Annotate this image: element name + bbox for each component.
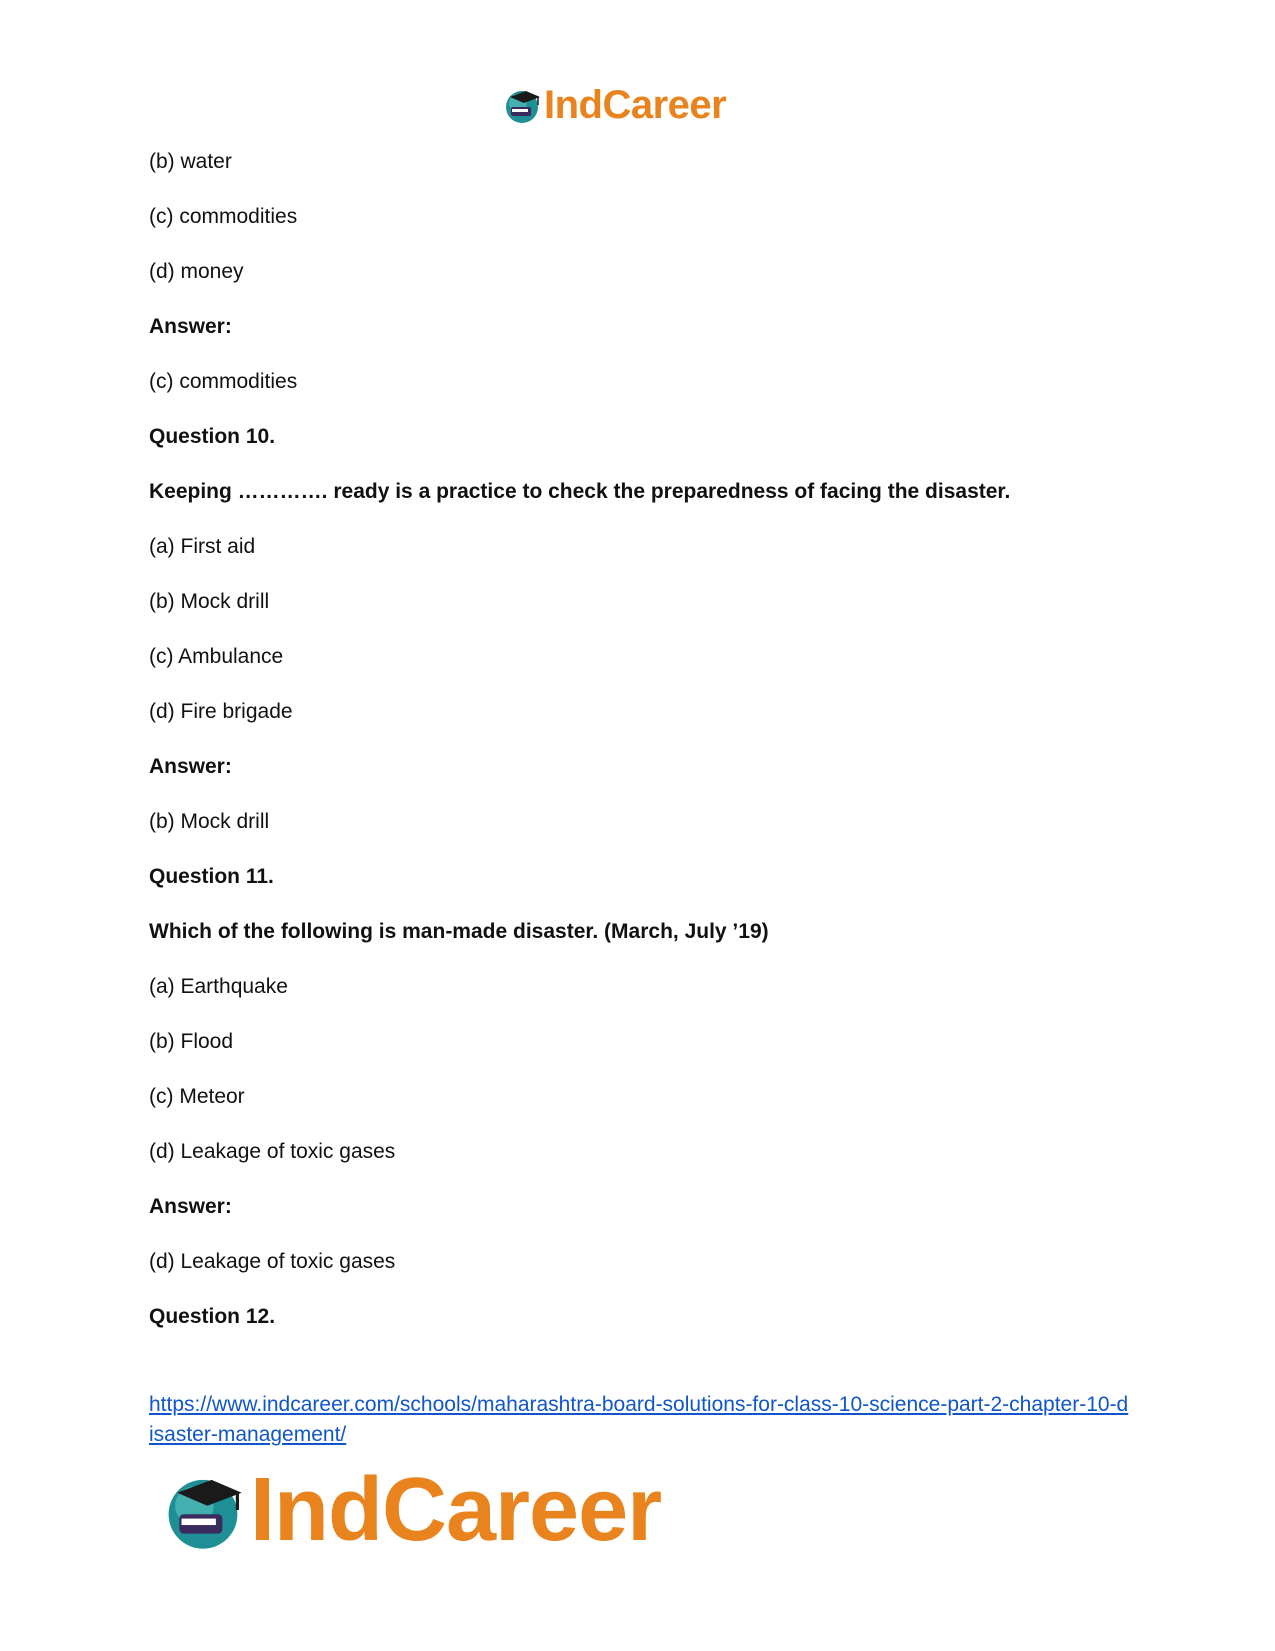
- text-line: (d) Leakage of toxic gases: [149, 1140, 396, 1163]
- bold-text-line: Question 12.: [149, 1305, 276, 1328]
- header-logo: [502, 80, 772, 130]
- globe-graduation-cap-icon: [160, 1467, 246, 1553]
- globe-graduation-cap-icon: [502, 85, 542, 125]
- bold-text-line: Keeping …………. ready is a practice to check the preparedness of facing the disaster.: [149, 480, 1011, 503]
- bold-text-line: Question 11.: [149, 865, 274, 888]
- document-body: [149, 145, 1149, 1355]
- footer-logo: [160, 1460, 700, 1560]
- text-line: (c) Ambulance: [149, 645, 284, 668]
- text-line: (d) money: [149, 260, 244, 283]
- bold-text-line: Answer:: [149, 1195, 232, 1218]
- bold-text-line: Answer:: [149, 755, 232, 778]
- logo-wordmark: IndCareer: [250, 1460, 662, 1560]
- text-line: (a) First aid: [149, 535, 256, 558]
- text-line: (c) commodities: [149, 370, 298, 393]
- text-line: (a) Earthquake: [149, 975, 288, 998]
- bold-text-line: Answer:: [149, 315, 232, 338]
- text-line: (d) Fire brigade: [149, 700, 293, 723]
- text-line: (c) commodities: [149, 205, 298, 228]
- text-line: (b) Mock drill: [149, 590, 270, 613]
- bold-text-line: Which of the following is man-made disaster. (March, July ’19): [149, 920, 769, 943]
- source-link[interactable]: https://www.indcareer.com/schools/maharashtra-board-solutions-for-class-10-science-part-2-chapter-10-disaster-management/: [149, 1393, 1129, 1446]
- text-line: (d) Leakage of toxic gases: [149, 1250, 396, 1273]
- logo-wordmark: IndCareer: [544, 83, 727, 127]
- text-line: (b) Flood: [149, 1030, 234, 1053]
- text-line: (c) Meteor: [149, 1085, 245, 1108]
- text-line: (b) water: [149, 150, 232, 173]
- text-line: (b) Mock drill: [149, 810, 270, 833]
- bold-text-line: Question 10.: [149, 425, 276, 448]
